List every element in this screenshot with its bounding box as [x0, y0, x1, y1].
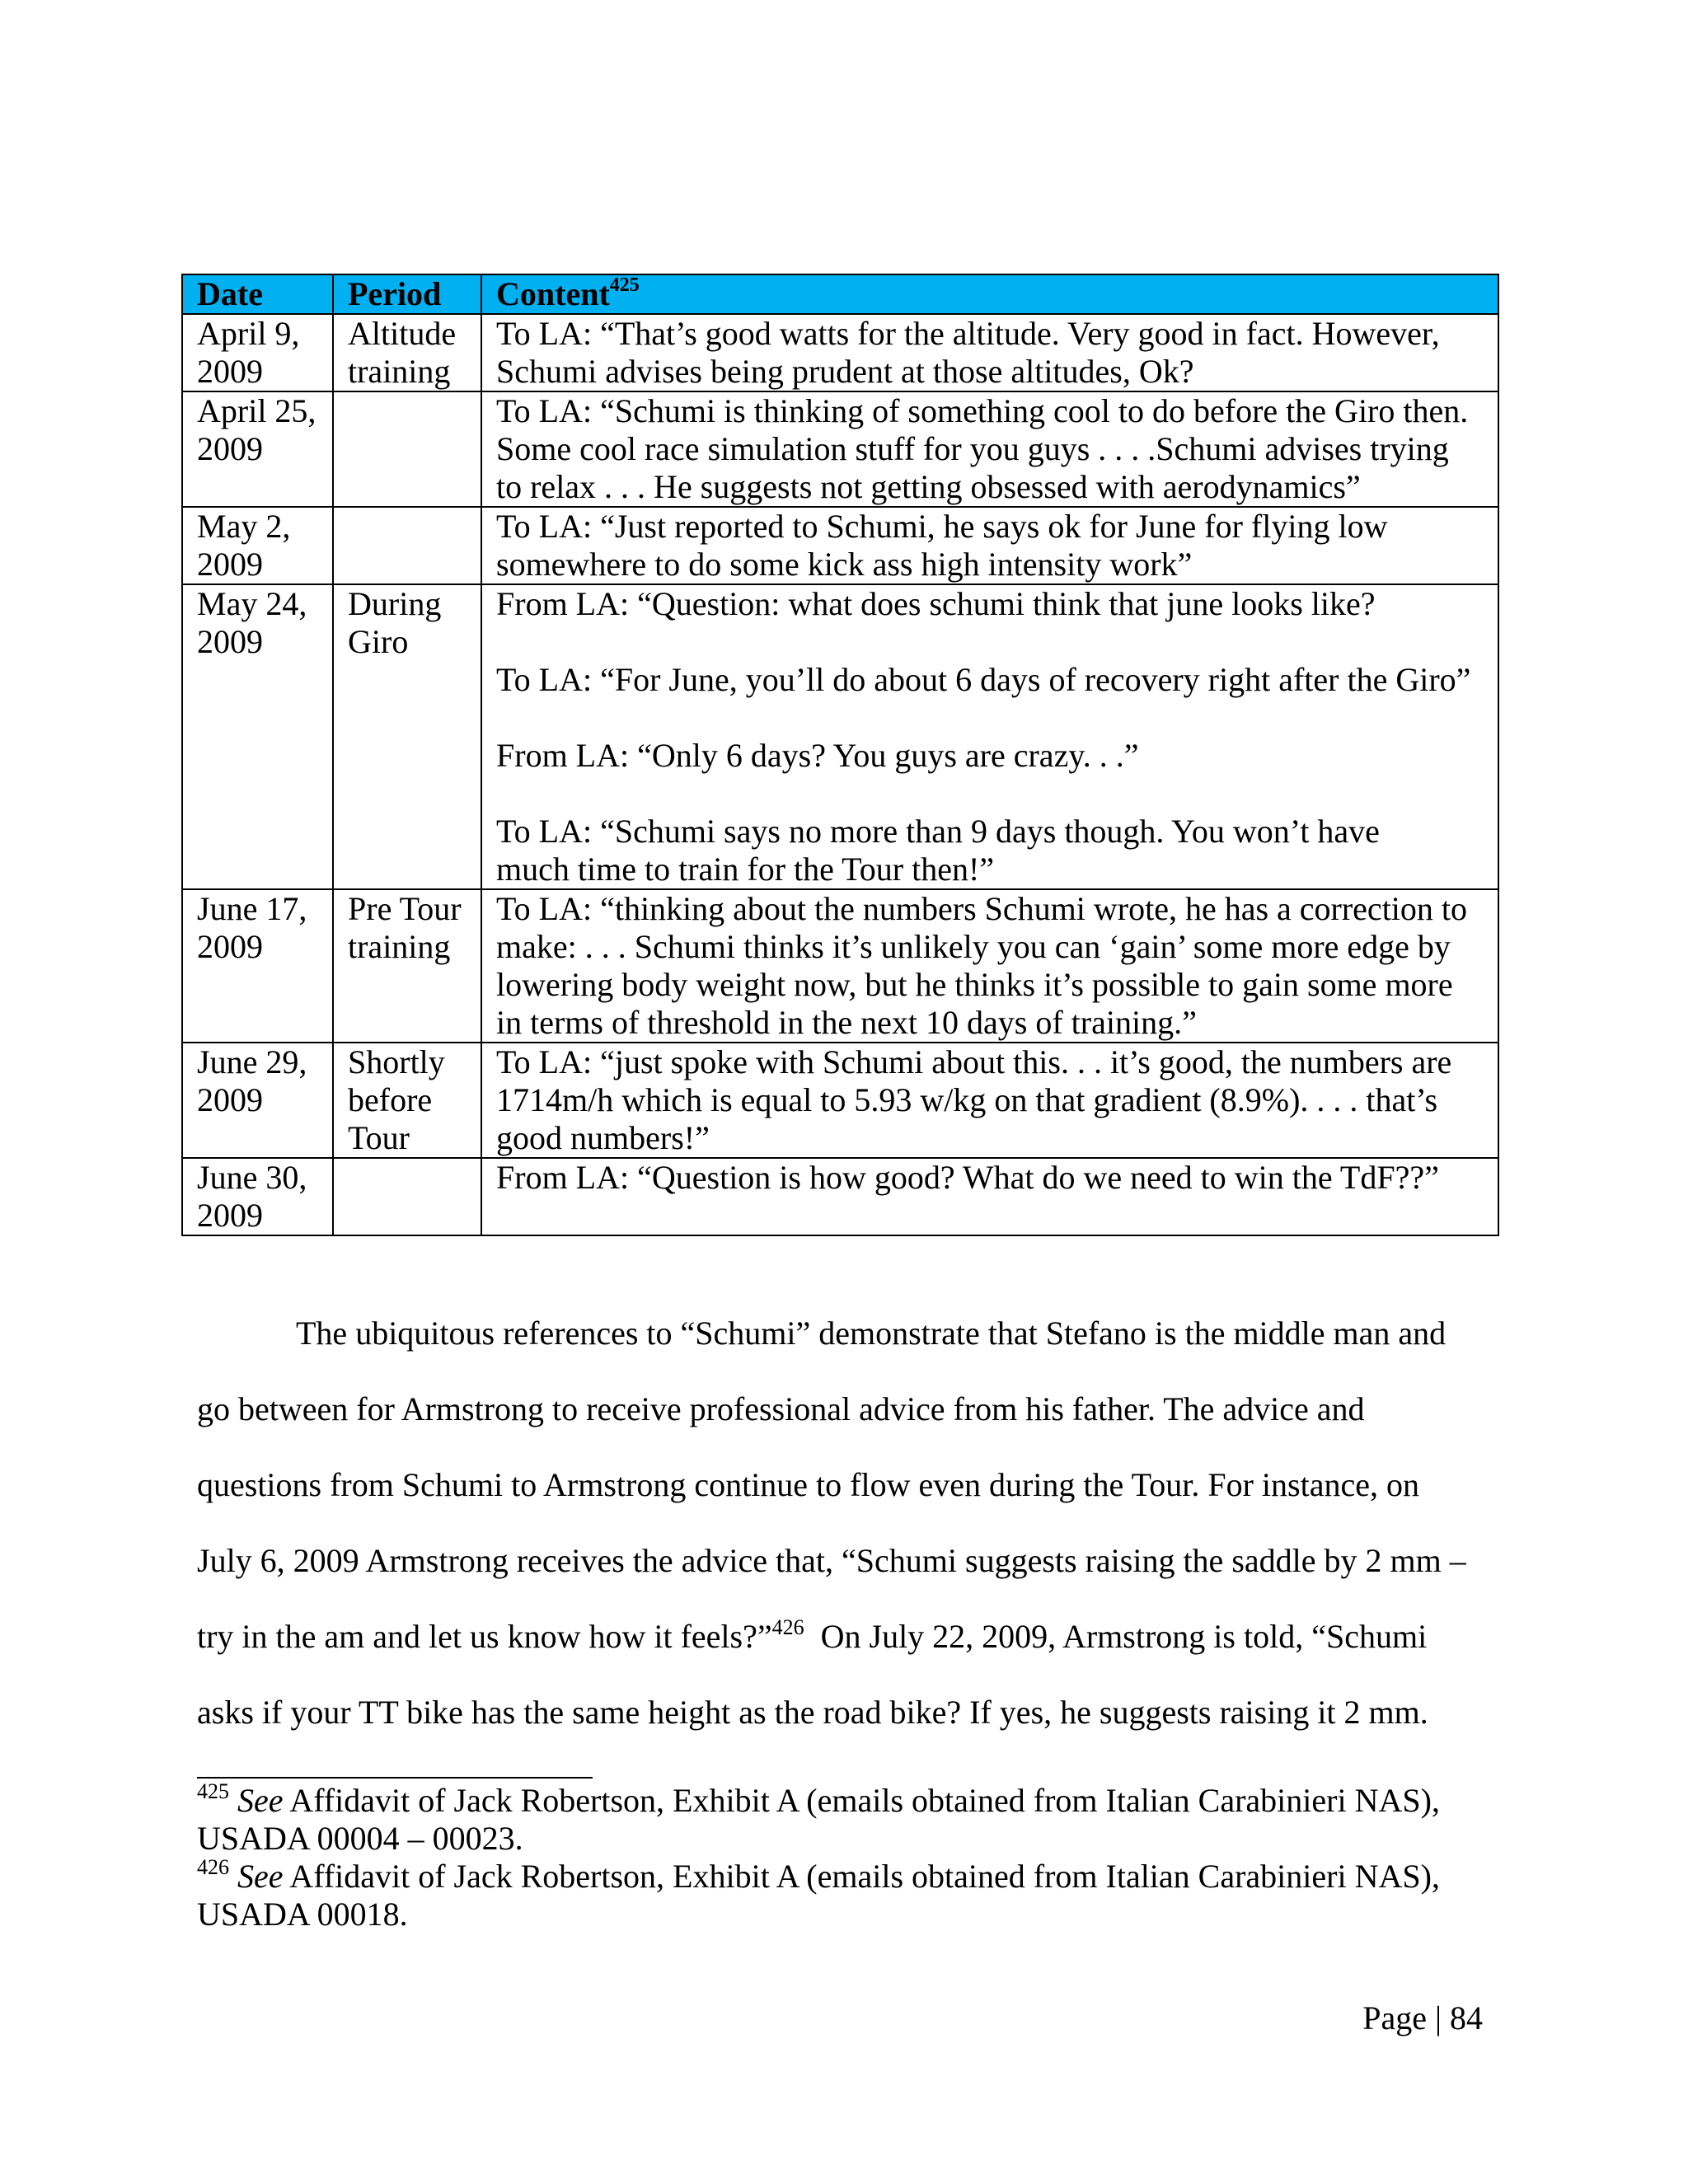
content-cell-line: From LA: “Question is how good? What do we need to win the TdF??”	[496, 1159, 1439, 1196]
content-cell-line: good numbers!”	[496, 1119, 710, 1156]
body-line	[197, 1599, 1499, 1675]
table-row	[182, 584, 1498, 889]
period-cell	[333, 391, 481, 507]
body-line: questions from Schumi to Armstrong continue to flow even during the Tour. For instance, on	[197, 1466, 1419, 1503]
period-cell-line: training	[348, 353, 451, 390]
content-cell	[481, 1158, 1498, 1235]
table-body	[182, 314, 1498, 1235]
table-header-row	[182, 274, 1498, 314]
paragraph-gap	[496, 623, 1488, 661]
content-cell-line: To LA: “Just reported to Schumi, he says ok for June for flying low	[496, 508, 1388, 545]
footnote-426	[197, 1855, 1499, 1933]
period-cell	[333, 1043, 481, 1158]
content-cell-line: in terms of threshold in the next 10 days of training.”	[496, 1004, 1197, 1041]
body-text: try in the am and let us know how it feels?”	[197, 1618, 772, 1655]
date-cell-line: April 9,	[197, 315, 300, 352]
period-cell	[333, 1158, 481, 1235]
paragraph-gap	[496, 775, 1488, 813]
content-cell-line: To LA: “That’s good watts for the altitude. Very good in fact. However,	[496, 315, 1440, 352]
body-line: asks if your TT bike has the same height as the road bike? If yes, he suggests raising it 2 mm.	[197, 1694, 1428, 1731]
content-cell-line: To LA: “Schumi says no more than 9 days though. You won’t have	[496, 813, 1380, 850]
date-cell-line: June 29,	[197, 1043, 307, 1080]
content-cell-line: lowering body weight now, but he thinks it’s possible to gain some more	[496, 966, 1453, 1003]
footnote-number: 425	[197, 1779, 229, 1803]
content-cell-line: Some cool race simulation stuff for you guys . . . .Schumi advises trying	[496, 430, 1449, 467]
body-line: July 6, 2009 Armstrong receives the advice that, “Schumi suggests raising the saddle by 2 mm –	[197, 1542, 1466, 1579]
content-cell-line: somewhere to do some kick ass high intensity work”	[496, 546, 1193, 583]
date-cell-line: June 17,	[197, 890, 307, 927]
footnote-text: Affidavit of Jack Robertson, Exhibit A (emails obtained from Italian Carabinieri NAS),	[283, 1858, 1440, 1895]
period-cell	[333, 314, 481, 391]
content-cell-line: make: . . . Schumi thinks it’s unlikely you can ‘gain’ some more edge by	[496, 928, 1451, 965]
page-number: Page | 84	[1362, 1999, 1483, 2036]
table-row	[182, 1158, 1498, 1235]
content-cell-line: From LA: “Question: what does schumi think that june looks like?	[496, 585, 1376, 622]
header-date: Date	[182, 274, 333, 314]
date-cell	[182, 314, 333, 391]
footnote-text: USADA 00004 – 00023.	[197, 1820, 523, 1857]
date-cell	[182, 507, 333, 584]
paragraph-gap	[496, 699, 1488, 737]
content-cell-line: From LA: “Only 6 days? You guys are crazy. . .”	[496, 737, 1139, 774]
body-line: The ubiquitous references to “Schumi” demonstrate that Stefano is the middle man and	[296, 1315, 1447, 1352]
footnote-ref-426: 426	[771, 1615, 804, 1639]
content-cell	[481, 507, 1498, 584]
header-content	[481, 274, 1498, 314]
table-row	[182, 1043, 1498, 1158]
footnote-425	[197, 1779, 1499, 1858]
header-period: Period	[333, 274, 481, 314]
content-cell-line: 1714m/h which is equal to 5.93 w/kg on that gradient (8.9%). . . . that’s	[496, 1081, 1438, 1118]
period-cell-line: Shortly	[348, 1043, 445, 1080]
period-cell	[333, 889, 481, 1043]
date-cell-line: June 30,	[197, 1159, 307, 1196]
footnote-text: USADA 00018.	[197, 1896, 408, 1933]
body-line: go between for Armstrong to receive professional advice from his father. The advice and	[197, 1390, 1365, 1427]
email-table	[181, 274, 1499, 1236]
content-cell-line: to relax . . . He suggests not getting obsessed with aerodynamics”	[496, 468, 1361, 505]
footnote-see: See	[237, 1782, 284, 1819]
footnote-see: See	[237, 1858, 284, 1895]
date-cell-line: 2009	[197, 1081, 263, 1118]
content-cell-line: Schumi advises being prudent at those altitudes, Ok?	[496, 353, 1194, 390]
date-cell-line: 2009	[197, 430, 263, 467]
footnote-separator	[197, 1777, 593, 1779]
period-cell-line: Tour	[348, 1119, 410, 1156]
period-cell-line: before	[348, 1081, 433, 1118]
footnote-number: 426	[197, 1855, 229, 1879]
date-cell-line: May 2,	[197, 508, 291, 545]
date-cell-line: 2009	[197, 928, 263, 965]
table-row	[182, 391, 1498, 507]
content-cell-line: To LA: “just spoke with Schumi about this. . . it’s good, the numbers are	[496, 1043, 1452, 1080]
period-cell	[333, 507, 481, 584]
content-cell	[481, 314, 1498, 391]
table-row	[182, 507, 1498, 584]
footnote-text: Affidavit of Jack Robertson, Exhibit A (emails obtained from Italian Carabinieri NAS),	[283, 1782, 1440, 1819]
content-cell	[481, 584, 1498, 889]
date-cell	[182, 584, 333, 889]
content-cell	[481, 889, 1498, 1043]
date-cell-line: 2009	[197, 1197, 263, 1234]
period-cell-line: Giro	[348, 623, 409, 660]
header-content-label: Content	[496, 275, 610, 312]
date-cell	[182, 1158, 333, 1235]
content-cell	[481, 391, 1498, 507]
date-cell-line: 2009	[197, 546, 263, 583]
date-cell-line: April 25,	[197, 392, 316, 429]
date-cell-line: 2009	[197, 623, 263, 660]
period-cell-line: Altitude	[348, 315, 457, 352]
table-row	[182, 314, 1498, 391]
period-cell	[333, 584, 481, 889]
period-cell-line: Pre Tour	[348, 890, 462, 927]
footnote-ref-425: 425	[609, 274, 640, 296]
date-cell-line: May 24,	[197, 585, 307, 622]
content-cell-line: To LA: “For June, you’ll do about 6 days of recovery right after the Giro”	[496, 661, 1471, 698]
date-cell	[182, 391, 333, 507]
content-cell-line: To LA: “Schumi is thinking of something cool to do before the Giro then.	[496, 392, 1469, 429]
date-cell	[182, 889, 333, 1043]
body-paragraph	[197, 1296, 1499, 1750]
body-text: On July 22, 2009, Armstrong is told, “Schumi	[804, 1618, 1428, 1655]
period-cell-line: During	[348, 585, 442, 622]
content-cell	[481, 1043, 1498, 1158]
period-cell-line: training	[348, 928, 451, 965]
content-cell-line: To LA: “thinking about the numbers Schumi wrote, he has a correction to	[496, 890, 1468, 927]
footnotes	[197, 1779, 1499, 1933]
table-row	[182, 889, 1498, 1043]
date-cell-line: 2009	[197, 353, 263, 390]
date-cell	[182, 1043, 333, 1158]
content-cell-line: much time to train for the Tour then!”	[496, 851, 995, 888]
